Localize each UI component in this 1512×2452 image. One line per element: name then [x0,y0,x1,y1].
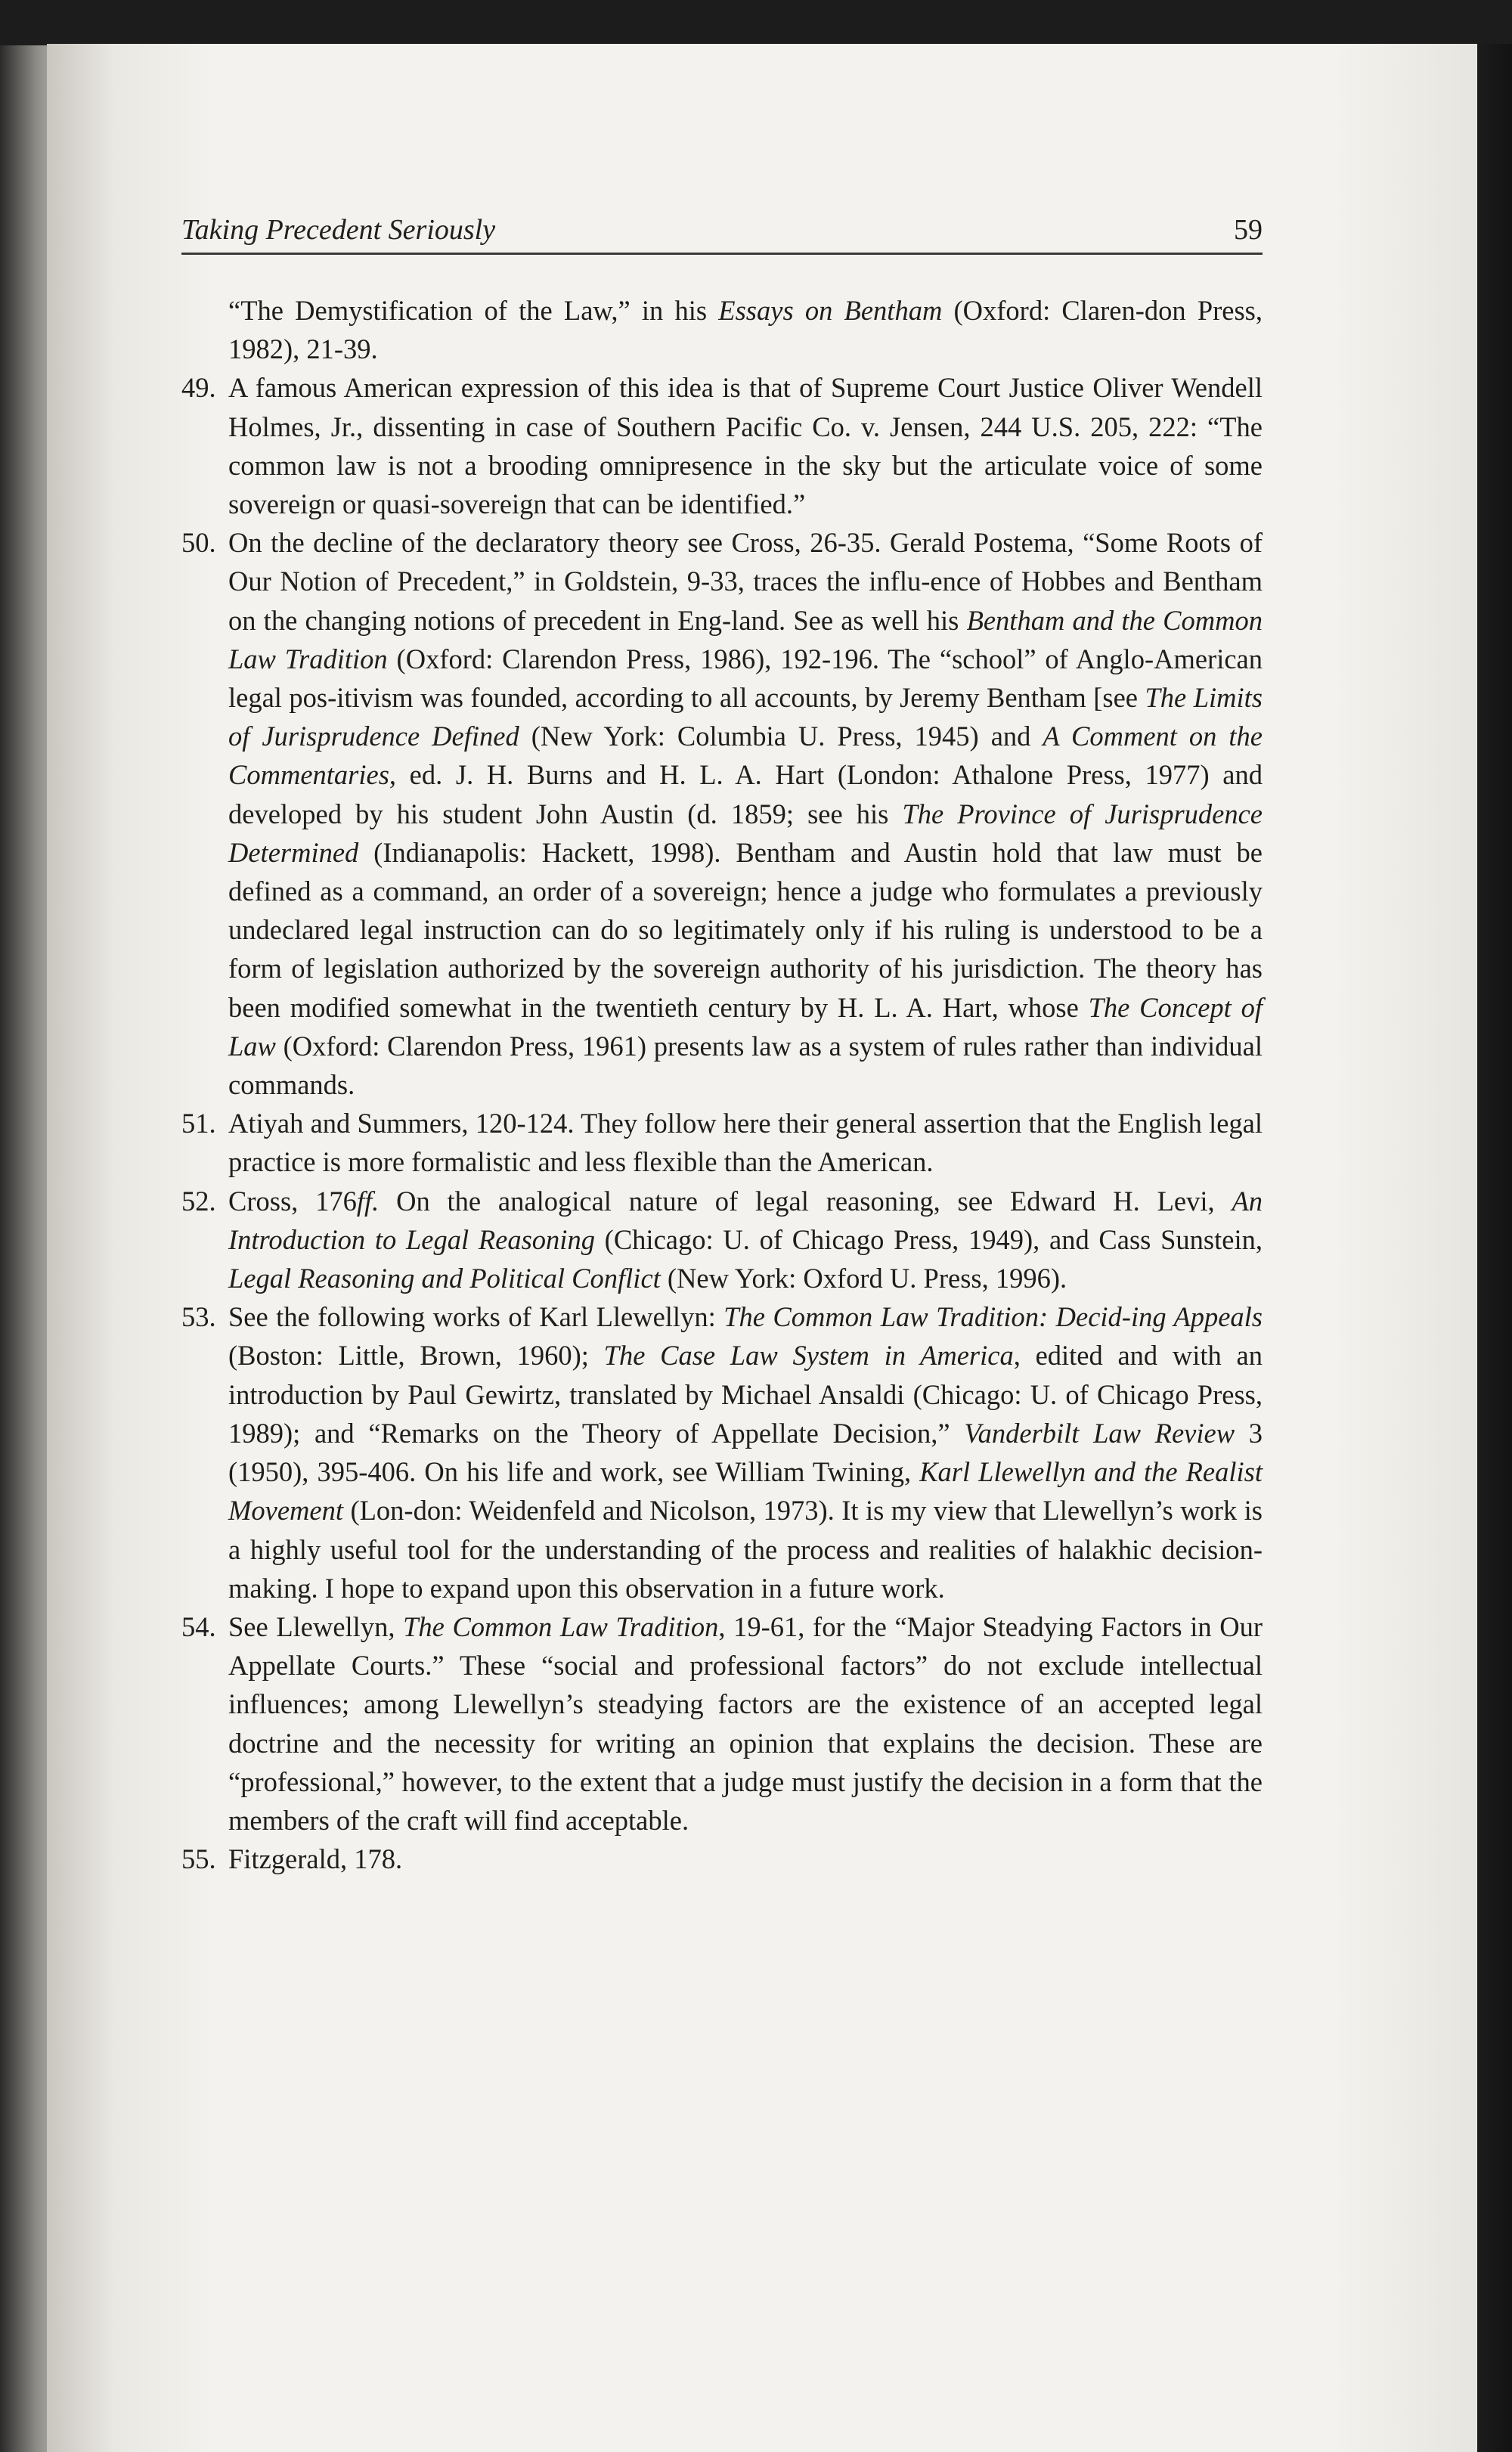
endnote-text: (New York: Columbia U. Press, 1945) and [519,721,1043,752]
endnote-text: , edited and with an introduction by Paul Gewirtz, translated by Michael Ansaldi (Chicago: U. of Chicago Press, 1989); and “Remarks on the Theory of Appellate Decision,” [228,1340,1263,1449]
endnote-text: On the decline of the declaratory theory see Cross, 26-35. Gerald Postema, “Some Roots of Our Notion of Precedent,” in Goldstein, 9-33, traces the influ-ence of Hobbes and Bentham on the changing notions of precedent in Eng-land. See as well his [228,527,1263,636]
endnote-italic-title: Legal Reasoning and Political Conflict [228,1263,661,1294]
endnote-italic-title: The Concept of Law [228,991,1263,1062]
endnote-text: See Llewellyn, [228,1610,404,1642]
endnote-text: (Lon-don: Weidenfeld and Nicolson, 1973). It is my view that Llewellyn’s work is a highly useful tool for the understanding of the process and realities of halakhic decision-making. I hope to expand upon this observation in a future work. [228,1495,1263,1604]
endnote-text: A famous American expression of this idea is that of Supreme Court Justice Oliver Wendell Holmes, Jr., dissenting in case of Southern Pacific Co. v. Jensen, 244 U.S. 205, 222: “The common law is not a brooding omnipresence in the sky but the articulate voice of some sovereign or quasi-sovereign that can be identified.” [228,372,1263,520]
endnote-text: 3 (1950), 395-406. On his life and work, see William Twining, [228,1417,1263,1488]
endnote [181,1104,1263,1181]
endnotes [181,291,1263,1878]
endnote-number: 52. [181,1185,216,1217]
endnote-text: (Oxford: Clarendon Press, 1986), 192-196. The “school” of Anglo-American legal pos-itivism was founded, according to all accounts, by Jeremy Bentham [see [228,643,1263,714]
endnote-text: See the following works of Karl Llewellyn: [228,1301,724,1333]
endnote-text: (Indianapolis: Hackett, 1998). Bentham and Austin hold that law must be defined as a command, an order of a sovereign; hence a judge who formulates a previously undeclared legal instruction can do so legitimately only if his ruling is understood to be a form of legislation authorized by the sovereign authority of his jurisdiction. The theory has been modified somewhat in the twentieth century by H. L. A. Hart, whose [228,836,1263,1023]
page-number: 59 [1234,214,1263,246]
endnote-italic-title: ff. [356,1185,380,1217]
endnote [181,1297,1263,1607]
endnote-number: 49. [181,372,216,404]
endnote-text: Atiyah and Summers, 120-124. They follow here their general assertion that the English legal practice is more formalistic and less flexible than the American. [228,1108,1263,1178]
endnote-italic-title: Vanderbilt Law Review [964,1417,1235,1449]
running-header [181,210,1263,255]
endnote-number: 55. [181,1843,216,1875]
endnote-text: On the analogical nature of legal reasoning, see Edward H. Levi, [379,1185,1232,1217]
endnote-text: (Boston: Little, Brown, 1960); [228,1340,604,1372]
endnote-text: (Chicago: U. of Chicago Press, 1949), and Cass Sunstein, [594,1223,1263,1255]
endnote-number: 51. [181,1108,216,1139]
endnote-italic-title: The Limits of Jurisprudence Defined [228,682,1263,752]
endnote-italic-title: Bentham and the Common Law Tradition [228,604,1263,674]
endnote-italic-title: Essays on Bentham [718,295,943,326]
endnote-italic-title: The Common Law Tradition: Decid-ing Appeals [723,1301,1263,1333]
endnote-number: 53. [181,1301,216,1333]
endnote [181,523,1263,1104]
endnote [181,1840,1263,1878]
endnote-text: Cross, 176 [228,1185,357,1217]
endnote-italic-title: Karl Llewellyn and the Realist Movement [228,1456,1263,1527]
endnote [181,1182,1263,1298]
endnote-text: (Oxford: Clarendon Press, 1961) presents law as a system of rules rather than individual commands. [228,1030,1263,1101]
endnote-text: , 19-61, for the “Major Steadying Factors in Our Appellate Courts.” These “social and professional factors” do not exclude intellectual influences; among Llewellyn’s steadying factors are the existence of an accepted legal doctrine and the necessity for writing an opinion that explains the decision. These are “professional,” however, to the extent that a judge must justify the decision in a form that the members of the craft will find acceptable. [228,1610,1263,1836]
endnote-text: (New York: Oxford U. Press, 1996). [660,1263,1067,1294]
endnote-number: 54. [181,1610,216,1642]
endnote-text: “The Demystification of the Law,” in his [228,295,719,326]
page-edge-shadow [1477,44,1512,2452]
endnote-italic-title: A Comment on the Commentaries [228,721,1263,791]
endnote-text: Fitzgerald, 178. [228,1843,403,1875]
endnote-italic-title: The Common Law Tradition [403,1610,719,1642]
endnote [181,291,1263,368]
endnote [181,368,1263,523]
endnote-italic-title: An Introduction to Legal Reasoning [228,1185,1263,1255]
endnote-text: , ed. J. H. Burns and H. L. A. Hart (London: Athalone Press, 1977) and developed by his student John Austin (d. 1859; see his [228,759,1263,829]
endnote-italic-title: The Province of Jurisprudence Determined [228,798,1263,868]
endnote-text: (Oxford: Claren-don Press, 1982), 21-39. [228,295,1263,365]
endnote-italic-title: The Case Law System in America [603,1340,1014,1372]
running-title: Taking Precedent Seriously [181,214,496,246]
endnote-number: 50. [181,527,216,559]
endnote [181,1607,1263,1840]
